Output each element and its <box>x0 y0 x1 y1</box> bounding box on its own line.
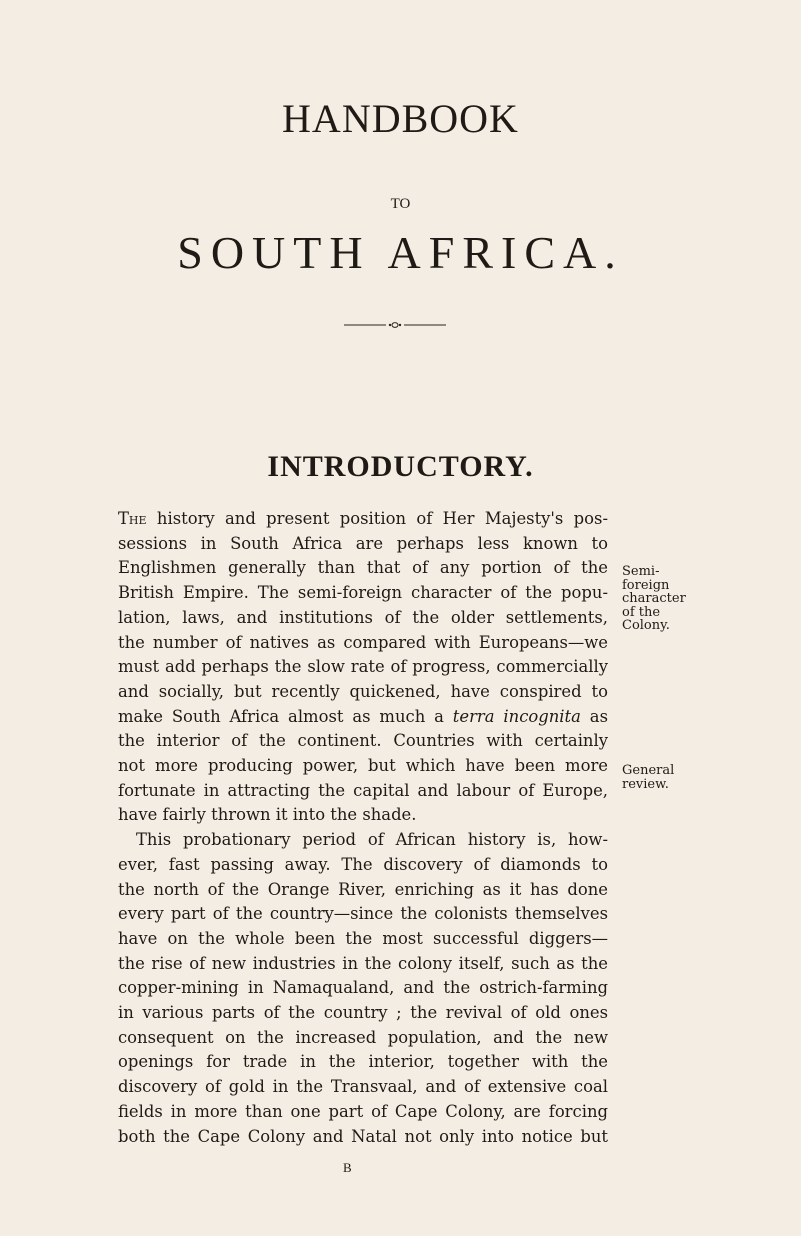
text-line: not more producing power, but which have been more <box>118 756 608 776</box>
body-paragraphs <box>118 507 608 1149</box>
title-south-africa: SOUTH AFRICA. <box>177 227 624 278</box>
first-word: The <box>118 509 147 528</box>
text-line: Englishmen generally than that of any portion of the <box>118 558 608 578</box>
text-line: discovery of gold in the Transvaal, and of extensive coal <box>118 1077 608 1097</box>
text-line: fortunate in attracting the capital and labour of Europe, <box>118 780 608 800</box>
title-handbook: HANDBOOK <box>282 96 519 141</box>
italic-phrase: terra incognita <box>452 706 581 726</box>
text-line: sessions in South Africa are perhaps less known to <box>118 533 608 553</box>
text-line: openings for trade in the interior, together with the <box>118 1052 608 1072</box>
section-heading: INTRODUCTORY. <box>267 450 534 483</box>
text-line: must add perhaps the slow rate of progress, commercially <box>118 657 608 677</box>
text-line: the rise of new industries in the colony itself, such as the <box>118 953 608 973</box>
signature-mark: B <box>343 1160 352 1175</box>
text-line: The history and present position of Her Majesty's pos- <box>118 509 608 528</box>
sidenote-semi-foreign: Semi- foreign character of the Colony. <box>622 564 686 633</box>
ornament-rule <box>344 322 446 328</box>
text-line: British Empire. The semi-foreign character of the popu- <box>118 583 608 603</box>
text-line: both the Cape Colony and Natal not only into notice but <box>118 1126 608 1146</box>
text-line: every part of the country—since the colonists themselves <box>118 904 608 924</box>
text-line: the north of the Orange River, enriching as it has done <box>118 879 608 899</box>
text-line: fields in more than one part of Cape Colony, are forcing <box>118 1101 608 1121</box>
sidenote-general-review: General review. <box>622 763 675 792</box>
text-line: make South Africa almost as much a terra incognita as <box>118 706 608 726</box>
title-to: TO <box>390 196 411 212</box>
text-line: the number of natives as compared with Europeans—we <box>118 632 608 652</box>
text-line: the interior of the continent. Countries with certainly <box>118 731 608 751</box>
text-line: ever, fast passing away. The discovery of diamonds to <box>118 854 608 874</box>
text-line: lation, laws, and institutions of the older settlements, <box>118 607 608 627</box>
text-line: have fairly thrown it into the shade. <box>118 805 417 825</box>
text-line: copper-mining in Namaqualand, and the ostrich-farming <box>118 978 608 998</box>
text-line: This probationary period of African history is, how- <box>136 830 608 850</box>
text-line: have on the whole been the most successful diggers— <box>118 928 608 948</box>
text-line: and socially, but recently quickened, have conspired to <box>118 681 608 701</box>
text-line: consequent on the increased population, and the new <box>118 1027 608 1047</box>
text-line: in various parts of the country ; the revival of old ones <box>118 1003 608 1023</box>
